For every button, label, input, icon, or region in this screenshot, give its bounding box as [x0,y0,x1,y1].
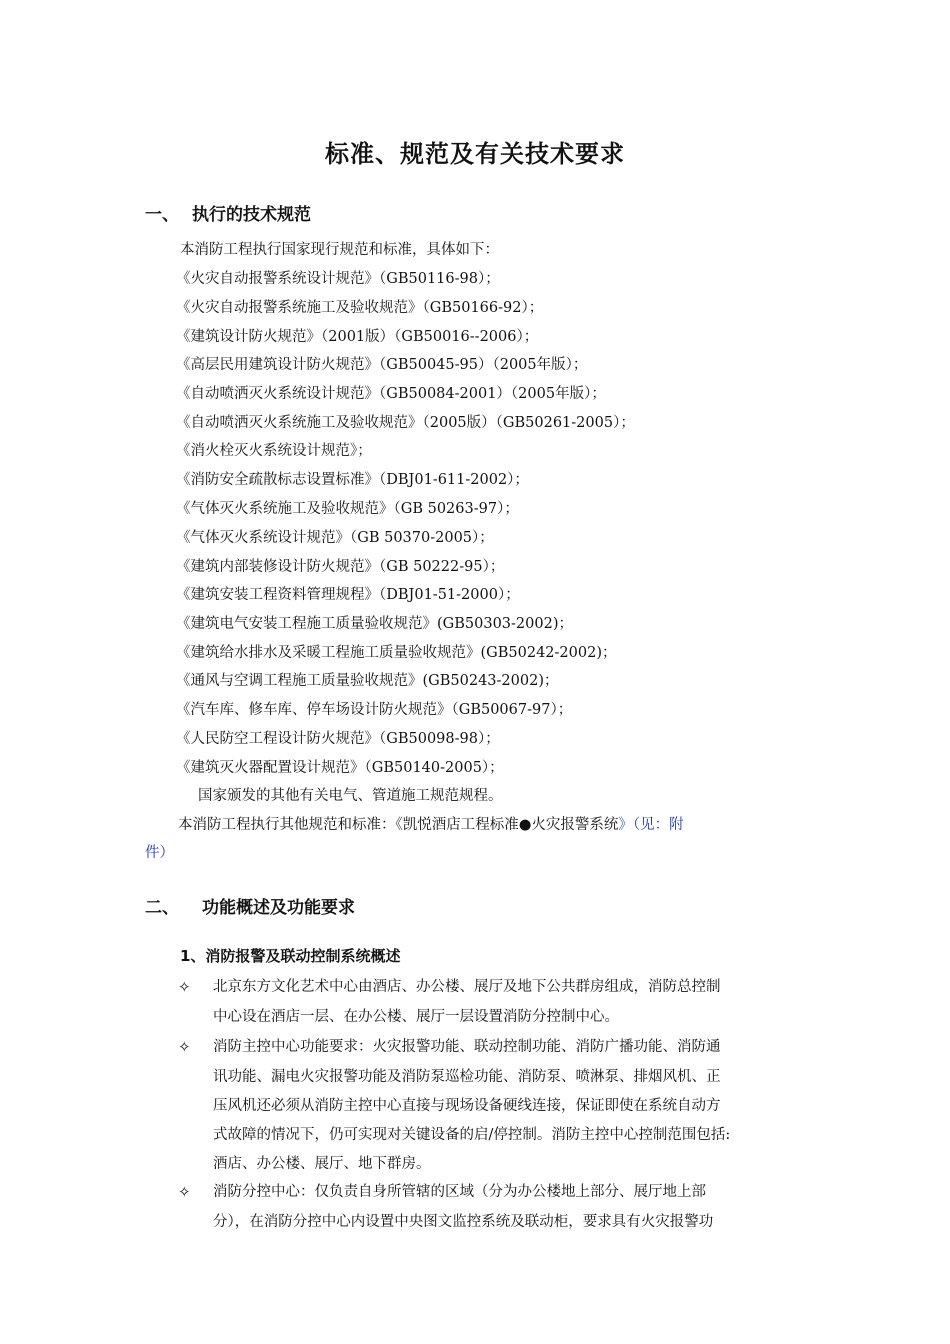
extra-standard-ref: 》（见：附 [618,817,684,833]
standard-item: 《建筑内部装修设计防火规范》（GB 50222-95）； [176,559,505,575]
other-regulations: 国家颁发的其他有关电气、管道施工规范规程。 [198,788,503,804]
extra-standard-line [178,815,684,835]
standard-item: 《气体灭火系统设计规范》（GB 50370-2005）； [176,530,494,546]
standard-item: 《消火栓灭火系统设计规范》； [176,443,372,459]
standard-item: 《建筑电气安装工程施工质量验收规范》(GB50303-2002)； [176,616,573,632]
extra-standard-text: 本消防工程执行其他规范和标准：《凯悦酒店工程标准●火灾报警系统 [178,817,619,833]
standard-item: 《建筑灭火器配置设计规范》（GB50140-2005）； [176,760,504,776]
bullet-text-line: 北京东方文化艺术中心由酒店、办公楼、展厅及地下公共群房组成，消防总控制 [213,979,721,995]
standard-item: 《高层民用建筑设计防火规范》（GB50045-95）（2005年版）； [176,357,588,373]
bullet-text-line: 讯功能、漏电火灾报警功能及消防泵巡检功能、消防泵、喷淋泵、排烟风机、正 [213,1069,721,1085]
extra-standard-ref-cont: 件） [145,845,174,861]
section-1-title: 执行的技术规范 [192,205,311,225]
standard-item: 《自动喷洒灭火系统设计规范》（GB50084-2001）（2005年版）； [176,386,606,402]
diamond-bullet-icon: ✧ [178,1183,191,1201]
standard-item: 《人民防空工程设计防火规范》（GB50098-98）； [176,731,500,747]
standard-item: 《通风与空调工程施工质量验收规范》(GB50243-2002)； [176,673,559,689]
bullet-text-line: 酒店、办公楼、展厅、地下群房。 [213,1156,431,1172]
standard-item: 《建筑设计防火规范》（2001版）（GB50016--2006）； [176,329,539,345]
standard-item: 《消防安全疏散标志设置标准》（DBJ01-611-2002）； [176,472,529,488]
standard-item: 《自动喷洒灭火系统施工及验收规范》（2005版）（GB50261-2005）； [176,415,635,431]
standard-item: 《建筑给水排水及采暖工程施工质量验收规范》(GB50242-2002)； [176,645,617,661]
bullet-text-line: 消防分控中心：仅负责自身所管辖的区域（分为办公楼地上部分、展厅地上部 [213,1184,706,1200]
section-2-heading [145,893,355,918]
page-title: 标准、规范及有关技术要求 [325,140,625,168]
bullet-text-line: 压风机还必须从消防主控中心直接与现场设备硬线连接，保证即使在系统自动方 [213,1098,721,1114]
standard-item: 《气体灭火系统施工及验收规范》（GB 50263-97）； [176,501,519,517]
standard-item: 《火灾自动报警系统设计规范》（GB50116-98）； [176,271,500,287]
section-1-intro: 本消防工程执行国家现行规范和标准，具体如下： [180,242,499,258]
section-2-title: 功能概述及功能要求 [202,898,355,918]
section-2-number: 二、 [145,898,179,918]
bullet-text-line: 中心设在酒店一层、在办公楼、展厅一层设置消防分控制中心。 [213,1009,619,1025]
standard-item: 《汽车库、修车库、停车场设计防火规范》（GB50067-97）； [176,702,573,718]
bullet-text-line: 消防主控中心功能要求：火灾报警功能、联动控制功能、消防广播功能、消防通 [213,1039,721,1055]
bullet-text-line: 分），在消防分控中心内设置中央图文监控系统及联动柜，要求具有火灾报警功 [213,1214,714,1230]
bullet-text-line: 式故障的情况下，仍可实现对关键设备的启/停控制。消防主控中心控制范围包括: [213,1127,731,1143]
standard-item: 《建筑安装工程资料管理规程》（DBJ01-51-2000）； [176,587,520,603]
section-1-number: 一、 [145,205,179,225]
section-1-heading [145,200,311,225]
diamond-bullet-icon: ✧ [178,978,191,996]
standard-item: 《火灾自动报警系统施工及验收规范》（GB50166-92）； [176,300,544,316]
diamond-bullet-icon: ✧ [178,1038,191,1056]
subsection-heading: 1、消防报警及联动控制系统概述 [180,947,401,965]
